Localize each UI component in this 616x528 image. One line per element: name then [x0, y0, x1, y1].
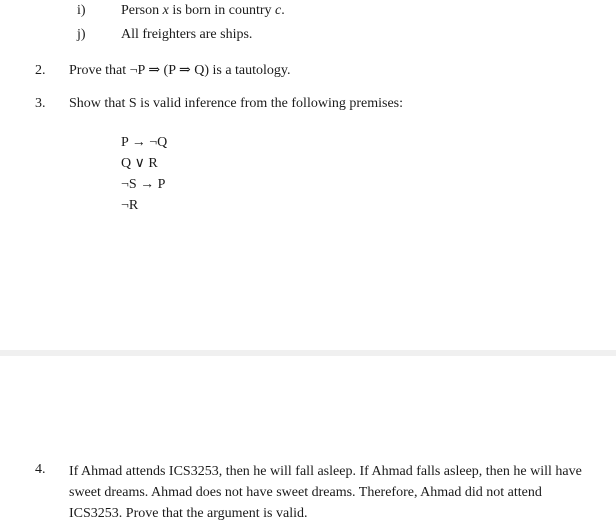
sub-item-j-label: j)	[77, 27, 86, 42]
question-4-text: If Ahmad attends ICS3253, then he will fall asleep. If Ahmad falls asleep, then he will have sweet dreams. Ahmad does not have sweet dreams. Therefore, Ahmad did not attend ICS3253. Prove that the argument is valid.	[69, 464, 582, 521]
sub-item-j-text: All freighters are ships.	[121, 27, 253, 42]
question-4-number: 4.	[35, 462, 46, 477]
question-3-number: 3.	[35, 96, 46, 111]
premise-2: Q ∨ R	[121, 156, 158, 171]
premise-3: ¬S → P	[121, 177, 166, 192]
question-2-number: 2.	[35, 63, 46, 78]
premise-1: P → ¬Q	[121, 135, 168, 150]
sub-item-i-label: i)	[77, 3, 86, 18]
question-2-text: Prove that ¬P ⇒ (P ⇒ Q) is a tautology.	[69, 63, 291, 78]
premise-4: ¬R	[121, 198, 139, 213]
sub-item-i-text: Person x is born in country c.	[121, 3, 285, 18]
question-3-text: Show that S is valid inference from the following premises:	[69, 96, 403, 111]
